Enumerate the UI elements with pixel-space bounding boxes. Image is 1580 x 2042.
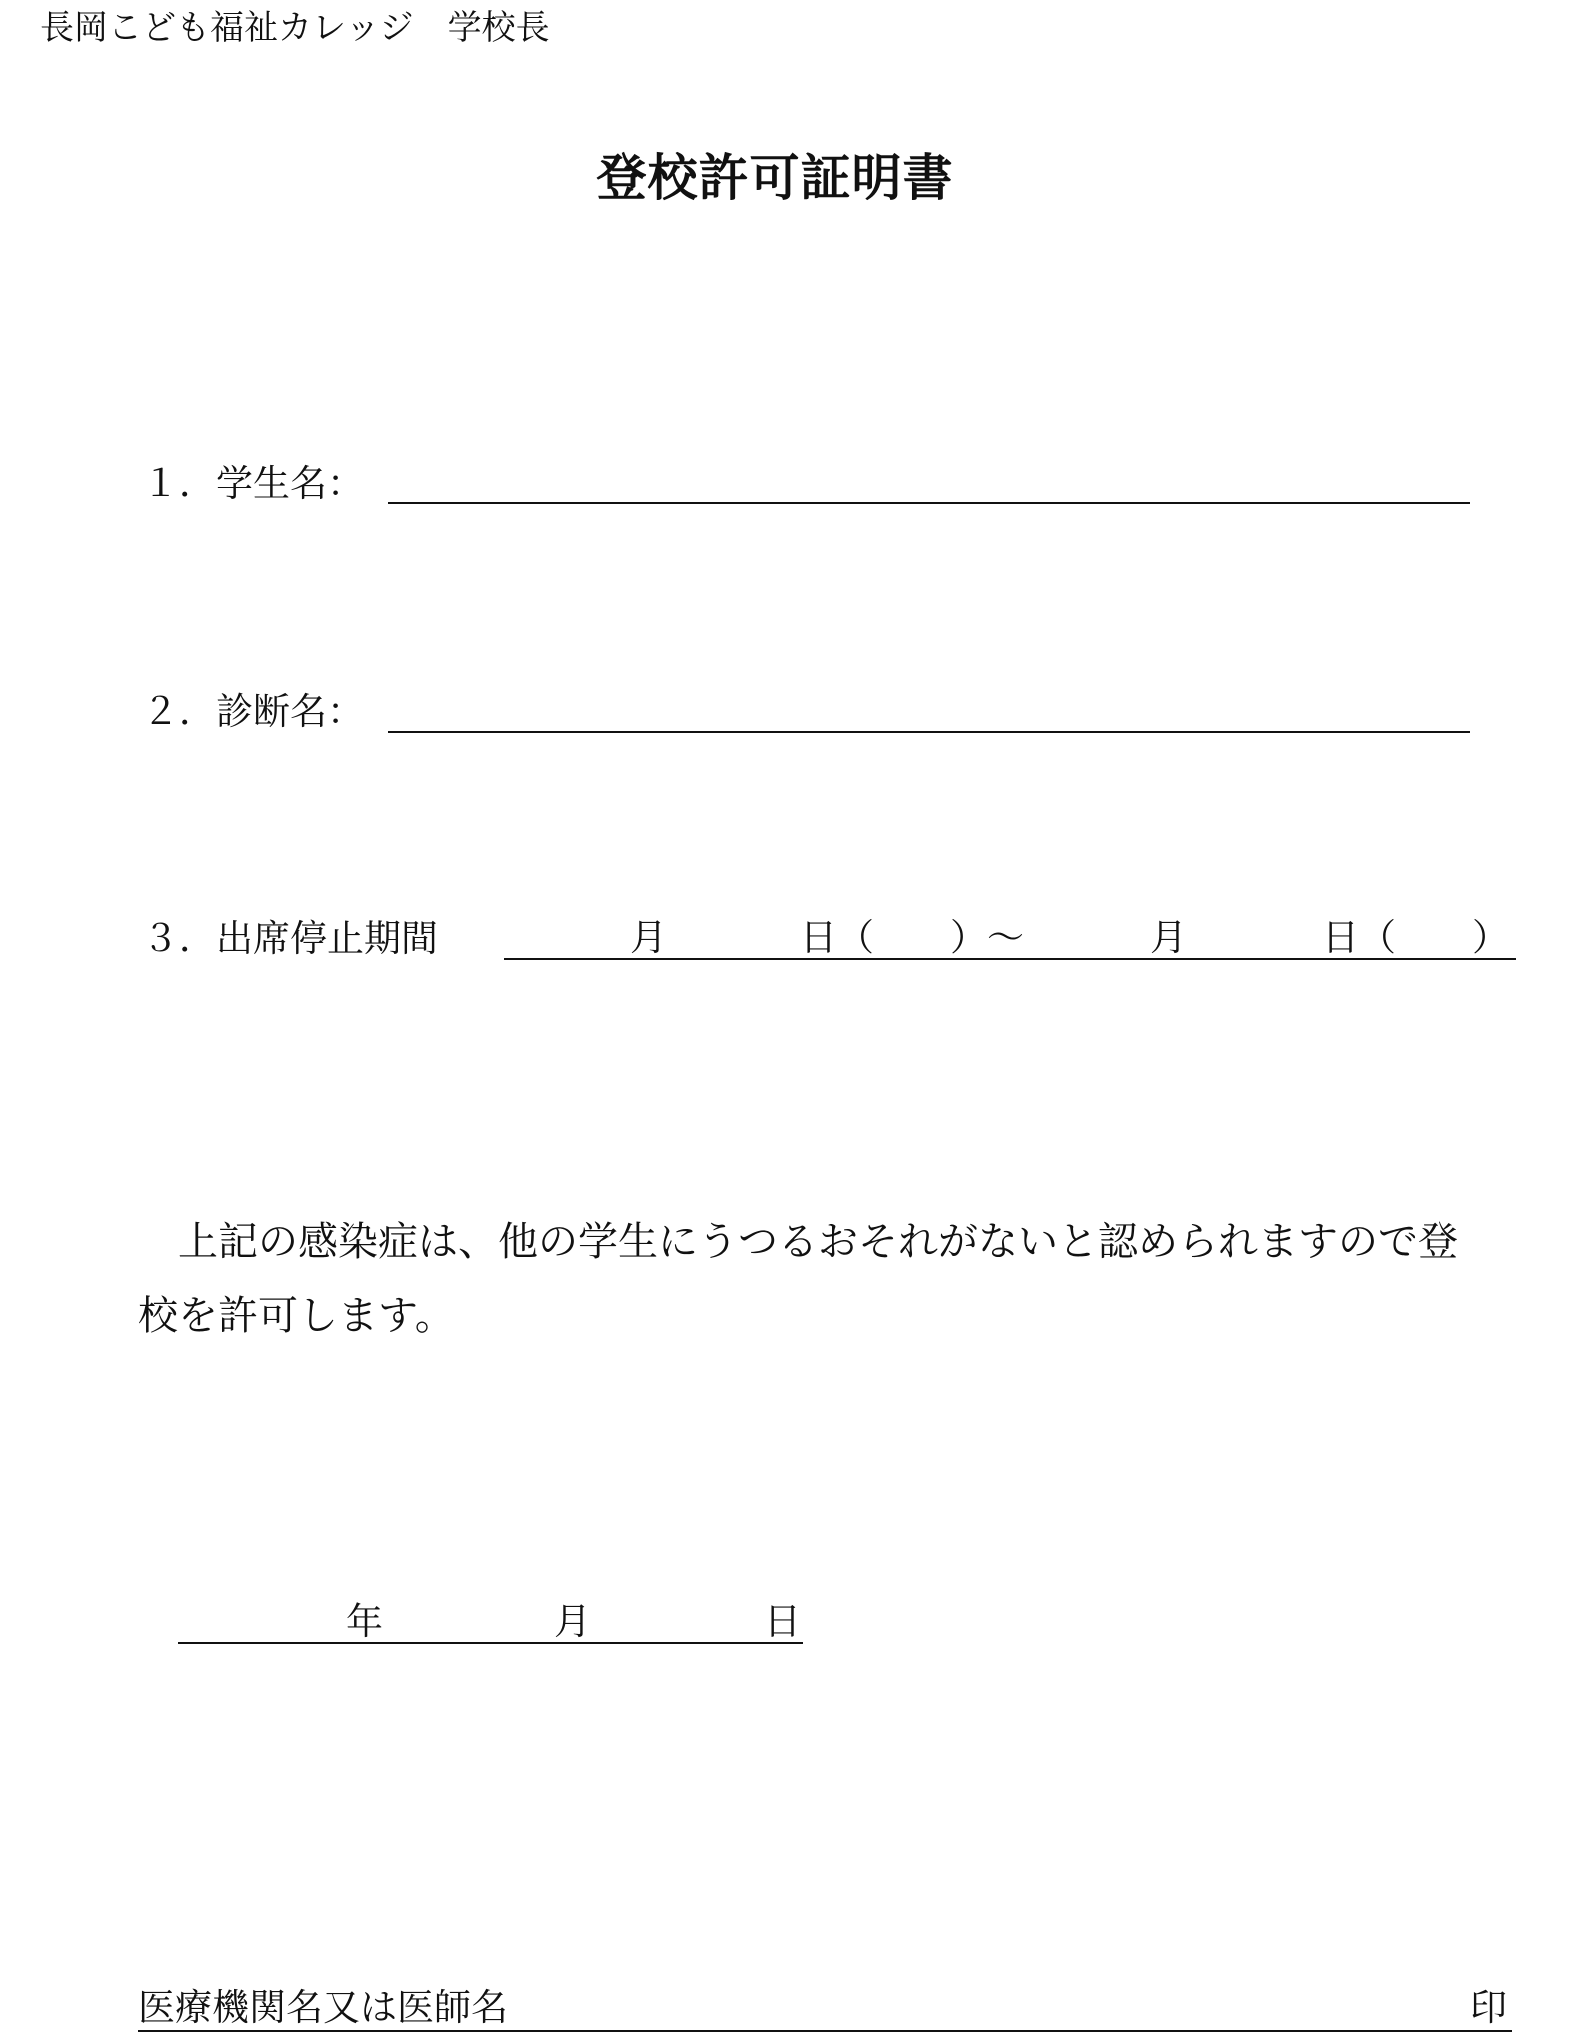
- seal-mark: 印: [1470, 1986, 1507, 2029]
- period-to-day: 日（: [1322, 916, 1396, 959]
- absence-period-label: ３．出席停止期間: [142, 917, 438, 960]
- issue-date-month: 月: [554, 1600, 591, 1643]
- addressee: 長岡こども福祉カレッジ 学校長: [40, 8, 550, 48]
- diagnosis-field[interactable]: [388, 731, 1470, 733]
- period-from-close: ）～: [950, 916, 1024, 959]
- diagnosis-label: ２．診断名：: [142, 690, 364, 733]
- issue-date-field[interactable]: [178, 1642, 803, 1644]
- issue-date-year: 年: [346, 1600, 383, 1643]
- period-from-month: 月: [630, 916, 667, 959]
- period-from-day: 日（: [800, 916, 874, 959]
- statement-line-2: 校を許可します。: [138, 1293, 455, 1339]
- student-name-field[interactable]: [388, 502, 1470, 504]
- period-to-month: 月: [1150, 916, 1187, 959]
- period-to-close: ）: [1472, 916, 1509, 959]
- signature-label: 医療機関名又は医師名: [138, 1986, 508, 2029]
- signature-field[interactable]: [138, 2030, 1512, 2032]
- issue-date-day: 日: [764, 1600, 801, 1643]
- student-name-label: １．学生名：: [142, 462, 364, 505]
- document-title: 登校許可証明書: [596, 148, 954, 207]
- statement-line-1: 上記の感染症は、他の学生にうつるおそれがないと認められますので登: [178, 1219, 1458, 1265]
